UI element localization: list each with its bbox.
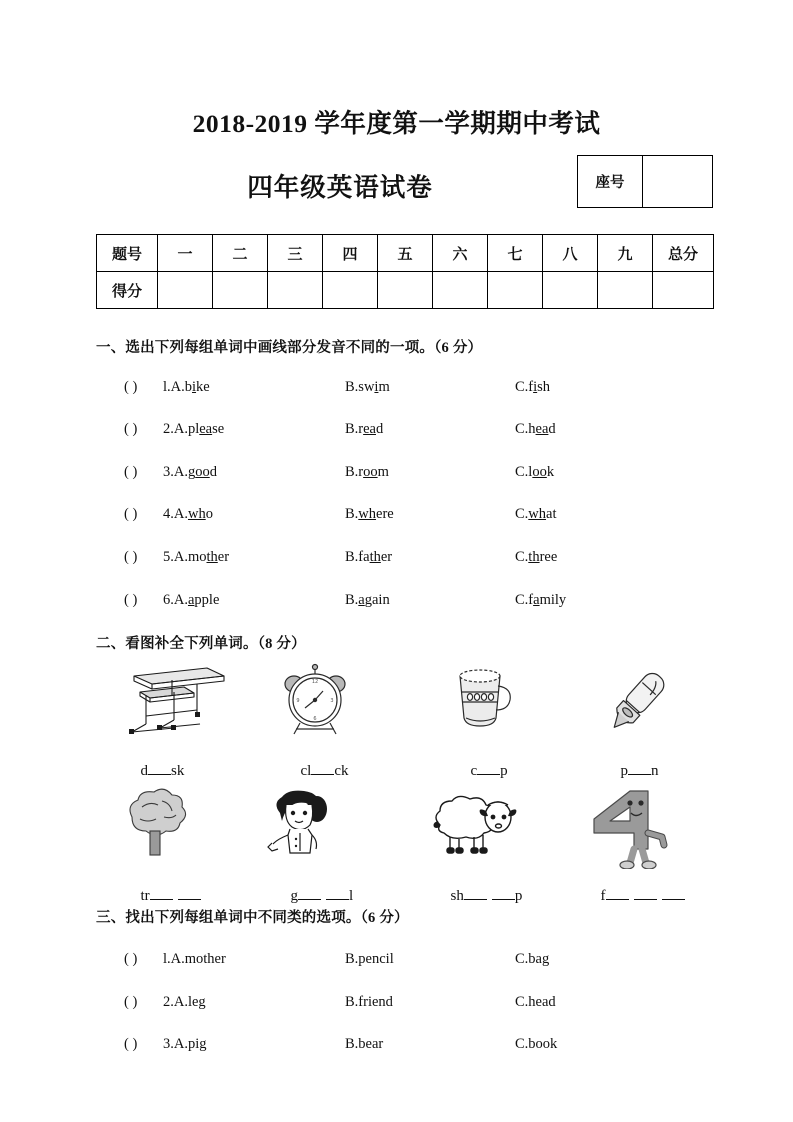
score-cell-4[interactable] bbox=[323, 272, 378, 309]
picture-item-four bbox=[572, 787, 722, 905]
seat-number-box bbox=[577, 155, 713, 208]
score-table-col-3: 三 bbox=[268, 235, 323, 272]
picture-item-cup bbox=[442, 662, 592, 780]
section-1-item-6[interactable] bbox=[0, 592, 793, 614]
section-1-item-3[interactable] bbox=[0, 464, 793, 486]
answer-bracket[interactable]: ( ) bbox=[124, 421, 138, 437]
word-blank[interactable] bbox=[150, 899, 173, 900]
section-3-item-3[interactable] bbox=[0, 1036, 793, 1058]
option-b[interactable]: B.pencil bbox=[345, 951, 394, 967]
seat-number-field[interactable] bbox=[643, 156, 712, 207]
score-table-score-label: 得分 bbox=[97, 272, 158, 309]
word-blank[interactable] bbox=[148, 774, 171, 775]
table-row-scores bbox=[97, 272, 714, 309]
option-a[interactable]: 3.A.pig bbox=[163, 1036, 207, 1052]
option-c[interactable]: C.three bbox=[515, 549, 558, 565]
picture-word-clock[interactable]: cl ck bbox=[300, 763, 349, 779]
option-c[interactable]: C.head bbox=[515, 994, 556, 1010]
option-c[interactable]: C.fish bbox=[515, 379, 551, 395]
page-subtitle: 四年级英语试卷 bbox=[247, 173, 433, 202]
answer-bracket[interactable]: ( ) bbox=[124, 994, 138, 1010]
page-title: 2018-2019 学年度第一学期期中考试 bbox=[192, 109, 601, 138]
pen-icon bbox=[592, 662, 742, 744]
picture-item-girl bbox=[262, 787, 412, 905]
option-a[interactable]: 3.A.good bbox=[163, 464, 217, 480]
answer-bracket[interactable]: ( ) bbox=[124, 1036, 138, 1052]
picture-word-cup[interactable]: c p bbox=[470, 763, 508, 779]
section-1-item-2[interactable] bbox=[0, 421, 793, 443]
svg-text:3: 3 bbox=[330, 698, 334, 704]
section-2-heading: 二、看图补全下列单词。（8 分） bbox=[96, 636, 306, 652]
score-cell-total[interactable] bbox=[653, 272, 714, 309]
picture-word-tree[interactable]: tr bbox=[118, 871, 201, 922]
score-cell-2[interactable] bbox=[213, 272, 268, 309]
option-b[interactable]: B.read bbox=[345, 421, 384, 437]
picture-item-sheep bbox=[422, 787, 572, 905]
section-3-item-2[interactable] bbox=[0, 994, 793, 1016]
tree-icon bbox=[112, 787, 262, 869]
word-blank[interactable] bbox=[464, 899, 487, 900]
picture-word-pen[interactable]: p n bbox=[620, 763, 659, 779]
section-3-item-1[interactable] bbox=[0, 951, 793, 973]
answer-bracket[interactable]: ( ) bbox=[124, 592, 138, 608]
picture-word-four[interactable]: f bbox=[578, 871, 685, 922]
sheep-icon bbox=[422, 787, 572, 869]
picture-item-clock bbox=[272, 662, 422, 780]
option-a[interactable]: 2.A.leg bbox=[163, 994, 206, 1010]
score-table-col-total: 总分 bbox=[653, 235, 714, 272]
score-table bbox=[96, 234, 714, 309]
option-b[interactable]: B.room bbox=[345, 464, 389, 480]
answer-bracket[interactable]: ( ) bbox=[124, 379, 138, 395]
svg-text:12: 12 bbox=[311, 679, 319, 685]
option-a[interactable]: 4.A.who bbox=[163, 506, 213, 522]
option-b[interactable]: B.where bbox=[345, 506, 394, 522]
girl-icon bbox=[262, 787, 412, 869]
table-row-question-numbers bbox=[97, 235, 714, 272]
word-blank[interactable] bbox=[326, 899, 349, 900]
answer-bracket[interactable]: ( ) bbox=[124, 464, 138, 480]
seat-number-label: 座号 bbox=[578, 156, 643, 207]
svg-text:9: 9 bbox=[296, 698, 300, 704]
option-c[interactable]: C.what bbox=[515, 506, 557, 522]
score-cell-9[interactable] bbox=[598, 272, 653, 309]
score-table-col-2: 二 bbox=[213, 235, 268, 272]
option-b[interactable]: B.again bbox=[345, 592, 390, 608]
option-a[interactable]: l.A.mother bbox=[163, 951, 226, 967]
option-b[interactable]: B.bear bbox=[345, 1036, 384, 1052]
section-3-heading: 三、找出下列每组单词中不同类的选项。（6 分） bbox=[96, 910, 409, 926]
option-a[interactable]: 2.A.please bbox=[163, 421, 225, 437]
word-blank[interactable] bbox=[477, 774, 500, 775]
cup-icon bbox=[442, 662, 592, 744]
word-blank[interactable] bbox=[298, 899, 321, 900]
score-cell-7[interactable] bbox=[488, 272, 543, 309]
picture-item-pen bbox=[592, 662, 742, 780]
score-table-col-4: 四 bbox=[323, 235, 378, 272]
option-b[interactable]: B.friend bbox=[345, 994, 393, 1010]
word-blank[interactable] bbox=[311, 774, 334, 775]
word-blank[interactable] bbox=[634, 899, 657, 900]
picture-word-desk[interactable]: d sk bbox=[140, 763, 185, 779]
score-cell-8[interactable] bbox=[543, 272, 598, 309]
option-a[interactable]: 5.A.mother bbox=[163, 549, 230, 565]
score-cell-6[interactable] bbox=[433, 272, 488, 309]
section-1-item-5[interactable] bbox=[0, 549, 793, 571]
svg-text:6: 6 bbox=[313, 716, 317, 722]
picture-item-desk bbox=[112, 662, 262, 780]
word-blank[interactable] bbox=[606, 899, 629, 900]
answer-bracket[interactable]: ( ) bbox=[124, 506, 138, 522]
score-table-col-1: 一 bbox=[158, 235, 213, 272]
option-c[interactable]: C.head bbox=[515, 421, 556, 437]
option-a[interactable]: 6.A.apple bbox=[163, 592, 220, 608]
score-table-col-5: 五 bbox=[378, 235, 433, 272]
answer-bracket[interactable]: ( ) bbox=[124, 549, 138, 565]
desk-icon bbox=[112, 662, 262, 744]
option-c[interactable]: C.look bbox=[515, 464, 555, 480]
word-blank[interactable] bbox=[662, 899, 685, 900]
word-blank[interactable] bbox=[492, 899, 515, 900]
clock-icon bbox=[272, 662, 422, 744]
picture-word-girl[interactable]: g l bbox=[290, 888, 354, 904]
word-blank[interactable] bbox=[628, 774, 651, 775]
option-b[interactable]: B.swim bbox=[345, 379, 390, 395]
score-cell-1[interactable] bbox=[158, 272, 213, 309]
picture-item-tree bbox=[112, 787, 262, 905]
score-table-col-7: 七 bbox=[488, 235, 543, 272]
score-cell-5[interactable] bbox=[378, 272, 433, 309]
option-c[interactable]: C.book bbox=[515, 1036, 558, 1052]
score-cell-3[interactable] bbox=[268, 272, 323, 309]
score-table-header-label: 题号 bbox=[97, 235, 158, 272]
picture-word-sheep[interactable]: sh p bbox=[450, 888, 523, 904]
option-c[interactable]: C.family bbox=[515, 592, 567, 608]
option-c[interactable]: C.bag bbox=[515, 951, 550, 967]
word-blank[interactable] bbox=[178, 899, 201, 900]
option-a[interactable]: l.A.bike bbox=[163, 379, 210, 395]
answer-bracket[interactable]: ( ) bbox=[124, 951, 138, 967]
section-1-item-4[interactable] bbox=[0, 506, 793, 528]
section-1-item-1[interactable] bbox=[0, 379, 793, 401]
section-1-heading: 一、选出下列每组单词中画线部分发音不同的一项。（6 分） bbox=[96, 340, 483, 356]
score-table-col-9: 九 bbox=[598, 235, 653, 272]
option-b[interactable]: B.father bbox=[345, 549, 393, 565]
four-icon bbox=[572, 787, 722, 869]
score-table-col-8: 八 bbox=[543, 235, 598, 272]
score-table-col-6: 六 bbox=[433, 235, 488, 272]
